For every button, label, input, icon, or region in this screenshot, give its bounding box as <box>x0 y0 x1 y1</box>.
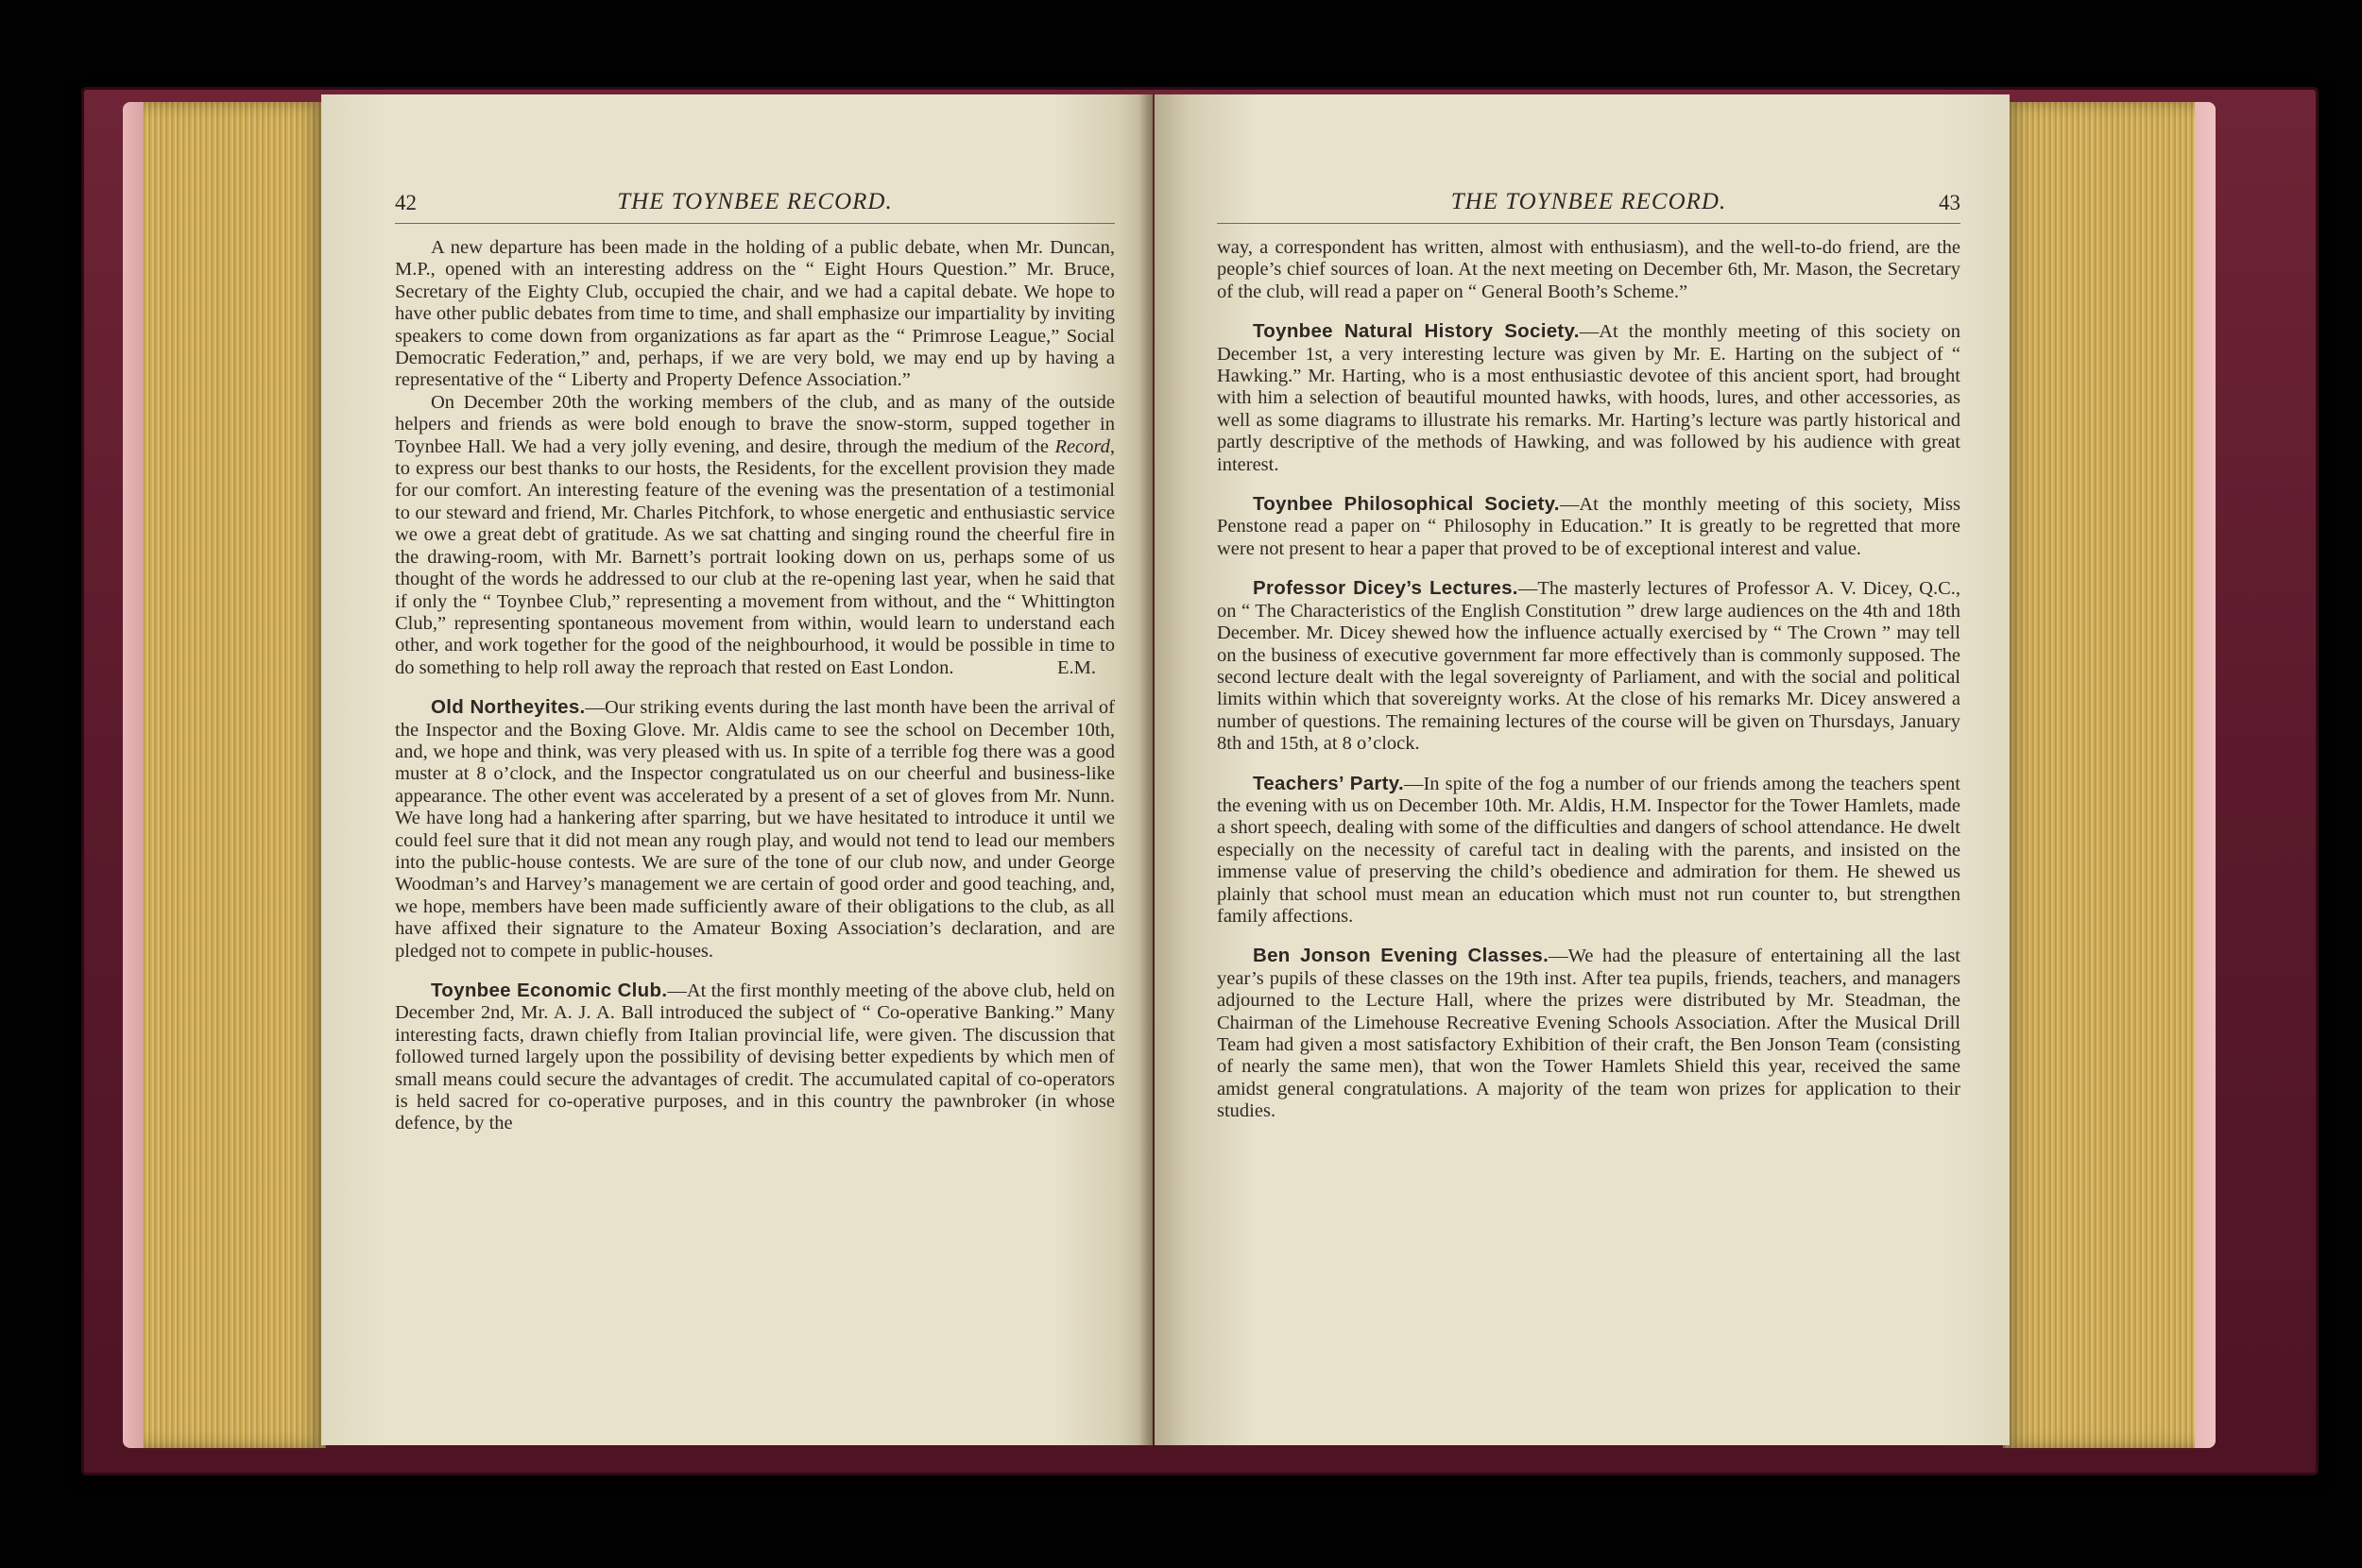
section-philosophical: Toynbee Philosophical Society.—At the monthly meeting of this society, Miss Penstone read a paper on “ Philosophy in Education.” It is greatly to be regretted that more were not present to hear a paper that proved to be of exceptional interest and value. <box>1217 493 1960 559</box>
paragraph-debate: A new departure has been made in the holding of a public debate, when Mr. Duncan, M.P., opened with an interesting address on the “ Eight Hours Question.” Mr. Bruce, Secretary of the Eighty Club, occupied the chair, and we had a capital debate. We hope to have other public debates from time to time, and shall emphasize our impartiality by inviting speakers to come down from organizations as far apart as the “ Primrose League,” Social Democratic Federation,” and, perhaps, if we are very bold, we may end up by having a representative of the “ Liberty and Property Defence Association.” <box>395 237 1115 391</box>
section-heading: Ben Jonson Evening Classes. <box>1253 945 1549 967</box>
section-ben-jonson: Ben Jonson Evening Classes.—We had the pleasure of entertaining all the last year’s pupils of these classes on the 19th inst. After tea pupils, friends, teachers, and managers adjourned to the Lecture Hall, where the prizes were distributed by Mr. Steadman, the Chairman of the Limehouse Recreative Evening Schools Association. After the Musical Drill Team had given a most satisfactory Exhibition of their craft, the Ben Jonson Team (consisting of nearly the same men), that won the Tower Hamlets Shield this year, received the same amidst general congratulations. A majority of the team won prizes for application to their studies. <box>1217 945 1961 1122</box>
section-dicey-lectures: Professor Dicey’s Lectures.—The masterly lectures of Professor A. V. Dicey, Q.C., on “ The Characteristics of the English Constitution ” drew large audiences on the 4th and 18th December. Mr. Dicey shewed how the influence actually exercised by “ The Crown ” may tell on the business of executive government far more effectively than is commonly supposed. The second lecture dealt with the legal sovereignty of Parliament, and with the social and political limits within which that sovereignty works. At the close of his remarks Mr. Dicey answered a number of questions. The remaining lectures of the course will be given on Thursdays, January 8th and 15th, at 8 o’clock. <box>1217 577 1960 755</box>
page-number: 42 <box>395 191 417 214</box>
section-natural-history: Toynbee Natural History Society.—At the monthly meeting of this society on December 1st, a very interesting lecture was given by Mr. E. Harting on the subject of “ Hawking.” Mr. Harting, who is a most enthusiastic devotee of this ancient sport, had brought with him a selection of beautiful mounted hawks, with hoods, lures, and other accessories, as well as some diagrams to illustrate his remarks. Mr. Harting’s lecture was partly historical and partly descriptive of the methods of Hawking, and was followed by his audience with great interest. <box>1217 320 1960 475</box>
running-title: THE TOYNBEE RECORD. <box>617 189 893 214</box>
right-page <box>1155 94 2010 1445</box>
paragraph-supper: On December 20th the working members of the club, and as many of the outside helpers and friends as were bold enough to brave the snow-storm, supped together in Toynbee Hall. We had a very jolly evening, and desire, through the medium of the Record, to express our best thanks to our hosts, the Residents, for the excellent provision they made for our comfort. An interesting feature of the evening was the presentation of a testimonial to our steward and friend, Mr. Charles Pitchfork, to whose energetic and enthusiastic service we owe a great debt of gratitude. As we sat chatting and singing round the cheerful fire in the drawing-room, with Mr. Barnett’s portrait looking down on us, perhaps some of us thought of the words he addressed to our club at the re-opening last year, when he said that if only the “ Toynbee Club,” representing a movement from without, and the “ Whittington Club,” representing spontaneous movement from within, would learn to understand each other, and work together for the good of the neighbourhood, it would be possible in time to do something to help roll away the reproach that rested on East London. <box>395 391 1115 678</box>
right-page-header <box>1217 168 1960 224</box>
left-page <box>321 94 1153 1445</box>
page-edges-right <box>2003 102 2216 1448</box>
section-heading: Professor Dicey’s Lectures. <box>1253 577 1518 600</box>
page-number: 43 <box>1939 191 1960 214</box>
running-title: THE TOYNBEE RECORD. <box>1450 189 1727 214</box>
section-teachers-party: Teachers’ Party.—In spite of the fog a number of our friends among the teachers spent the evening with us on December 10th. Mr. Aldis, H.M. Inspector for the Tower Hamlets, made a short speech, dealing with some of the difficulties and dangers of school attendance. He dwelt especially on the necessity of careful tact in dealing with the parents, and insisted on the immense value of preserving the child’s obedience and admiration for them. He shewed us plainly that school must mean an education which must not run counter to, but strengthen family affections. <box>1217 772 1960 927</box>
paragraph-continued: way, a correspondent has written, almost with enthusiasm), and the well-to-do friend, are the people’s chief sources of loan. At the next meeting on December 6th, Mr. Mason, the Secretary of the club, will read a paper on “ General Booth’s Scheme.” <box>1217 237 1960 302</box>
left-page-header <box>395 168 1115 224</box>
section-heading: Toynbee Natural History Society. <box>1253 320 1580 343</box>
section-old-northeyites: Old Northeyites.—Our striking events during the last month have been the arrival of the Inspector and the Boxing Glove. Mr. Aldis came to see the school on December 10th, and, we hope and think, was very pleased with us. In spite of a terrible fog there was a good muster at 8 o’clock, and the Inspector congratulated us on our cheerful and business-like appearance. The other event was accelerated by a present of a set of gloves from Mr. Nunn. We have long had a hankering after sparring, but we have hesitated to introduce it until we could feel sure that it did not mean any rough play, and would not tend to lead our members into the public-house contests. We are sure of the tone of our club now, and under George Woodman’s and Harvey’s management we are certain of good order and good teaching, and, we hope, members have been made sufficiently aware of their obligations to the club, as all have affixed their signature to the Amateur Boxing Association’s declaration, and are pledged not to compete in public-houses. <box>395 696 1116 962</box>
page-edges-left <box>123 102 326 1448</box>
section-economic-club: Toynbee Economic Club.—At the first monthly meeting of the above club, held on December 2nd, Mr. A. J. A. Ball introduced the subject of “ Co-operative Banking.” Many interesting facts, drawn chiefly from Italian provincial life, were given. The discussion that followed turned largely upon the possibility of devising better expedients by which men of small means could secure the advantages of credit. The accumulated capital of co-operators is held sacred for co-operative purposes, and in this country the pawnbroker (in whose defence, by the <box>395 980 1115 1134</box>
section-heading: Toynbee Economic Club. <box>431 980 668 1002</box>
section-heading: Old Northeyites. <box>431 696 586 719</box>
section-heading: Toynbee Philosophical Society. <box>1253 493 1560 516</box>
section-heading: Teachers’ Party. <box>1253 772 1404 794</box>
signature: E.M. <box>1057 656 1096 678</box>
